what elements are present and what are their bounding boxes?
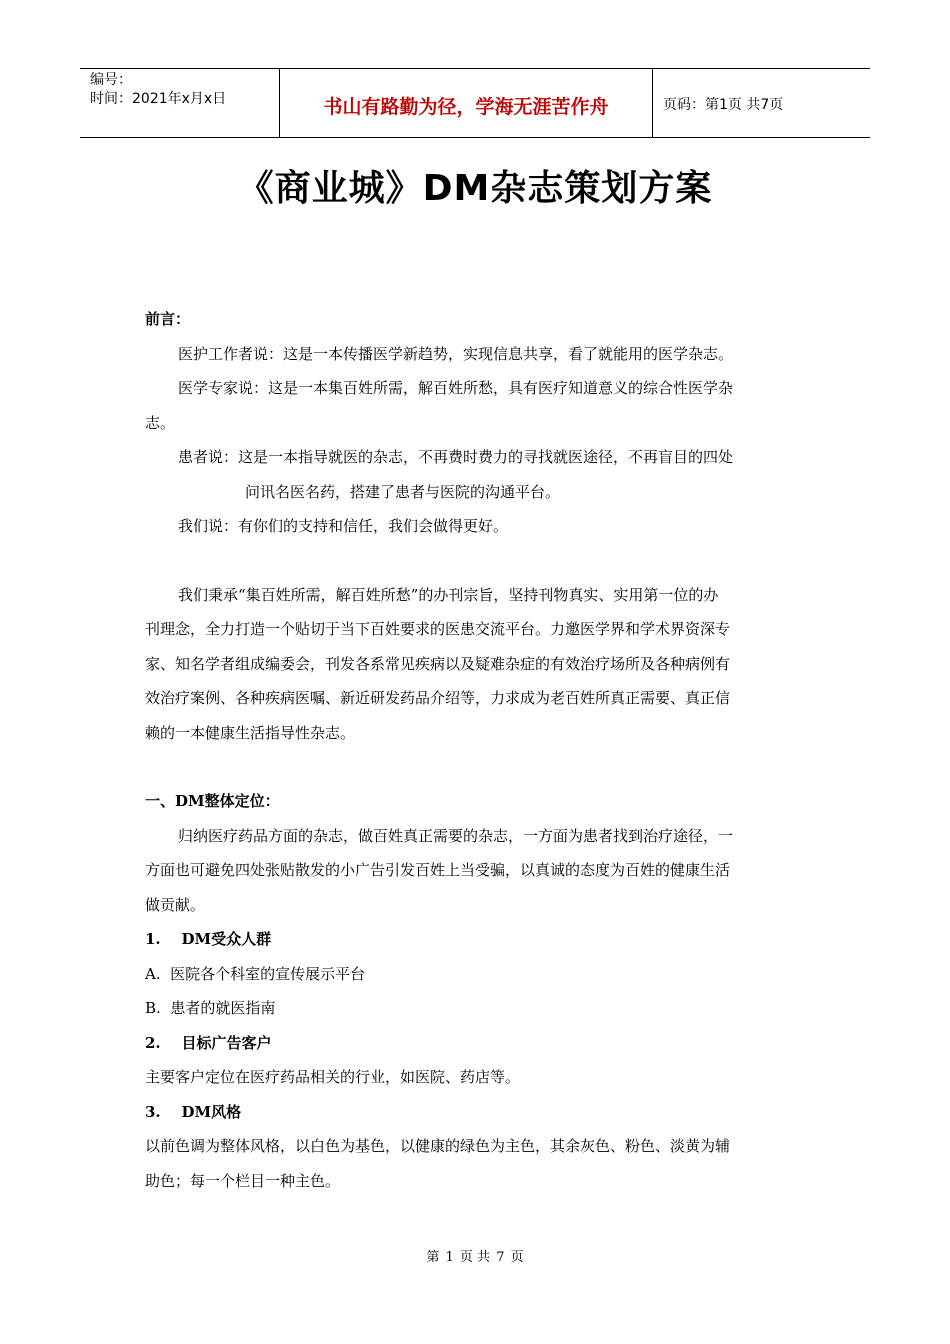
preface-line: 志。 xyxy=(145,413,176,432)
header-motto: 书山有路勤为径，学海无涯苦作舟 xyxy=(280,69,653,137)
preface-line: 医学专家说：这是一本集百姓所需，解百姓所愁，具有医疗知道意义的综合性医学杂 xyxy=(178,379,734,397)
sub3-heading: 3. DM风格 xyxy=(145,1102,242,1121)
sub2-heading: 2. 目标广告客户 xyxy=(145,1033,272,1052)
page-header xyxy=(80,68,870,138)
footer-total-pages: 7 xyxy=(496,1250,505,1265)
section1-heading: 一、DM整体定位： xyxy=(145,792,280,810)
sub3-line: 以前色调为整体风格，以白色为基色，以健康的绿色为主色，其余灰色、粉色、淡黄为辅 xyxy=(145,1137,731,1155)
sub2-text: 主要客户定位在医疗药品相关的行业，如医院、药店等。 xyxy=(145,1068,521,1086)
preface-line: 我们说：有你们的支持和信任，我们会做得更好。 xyxy=(178,517,509,535)
section1-line: 方面也可避免四处张贴散发的小广告引发百姓上当受骗，以真诚的态度为百姓的健康生活 xyxy=(145,861,731,879)
intro-line: 刊理念，全力打造一个贴切于当下百姓要求的医患交流平台。力邀医学界和学术界资深专 xyxy=(145,620,731,638)
header-page-info: 页码：第1页 共7页 xyxy=(663,97,784,113)
intro-line: 家、知名学者组成编委会，刊发各系常见疾病以及疑难杂症的有效治疗场所及各种病例有 xyxy=(145,654,731,673)
preface-line: 问讯名医名药，搭建了患者与医院的沟通平台。 xyxy=(245,482,561,501)
header-time-label: 时间：2021年x月x日 xyxy=(90,91,227,107)
footer-mid: 页 共 xyxy=(459,1250,491,1265)
sub1-item: A. 医院各个科室的宣传展示平台 xyxy=(145,964,366,983)
header-meta xyxy=(80,69,280,137)
preface-heading: 前言： xyxy=(145,310,191,328)
sub1-item: B. 患者的就医指南 xyxy=(145,999,276,1017)
document-body xyxy=(145,302,807,1198)
footer-suffix: 页 xyxy=(510,1250,524,1265)
footer-page-number: 1 xyxy=(445,1250,454,1265)
sub3-line: 助色；每一个栏目一种主色。 xyxy=(145,1171,341,1190)
intro-line: 我们秉承“集百姓所需，解百姓所愁”的办刊宗旨，坚持刊物真实、实用第一位的办 xyxy=(178,585,719,604)
footer-prefix: 第 xyxy=(426,1250,440,1265)
section1-line: 做贡献。 xyxy=(145,895,206,914)
preface-line: 医护工作者说：这是一本传播医学新趋势，实现信息共享，看了就能用的医学杂志。 xyxy=(178,344,734,363)
intro-line: 效治疗案例、各种疾病医嘱、新近研发药品介绍等，力求成为老百姓所真正需要、真正信 xyxy=(145,689,731,707)
section1-line: 归纳医疗药品方面的杂志，做百姓真正需要的杂志，一方面为患者找到治疗途径，一 xyxy=(178,826,734,845)
page-footer xyxy=(0,1246,950,1265)
preface-line: 患者说：这是一本指导就医的杂志，不再费时费力的寻找就医途径，不再盲目的四处 xyxy=(178,448,734,466)
document-title: 《商业城》DM杂志策划方案 xyxy=(237,168,713,209)
header-number-label: 编号： xyxy=(90,72,132,88)
intro-line: 赖的一本健康生活指导性杂志。 xyxy=(145,723,356,742)
sub1-heading: 1. DM受众人群 xyxy=(145,930,272,948)
